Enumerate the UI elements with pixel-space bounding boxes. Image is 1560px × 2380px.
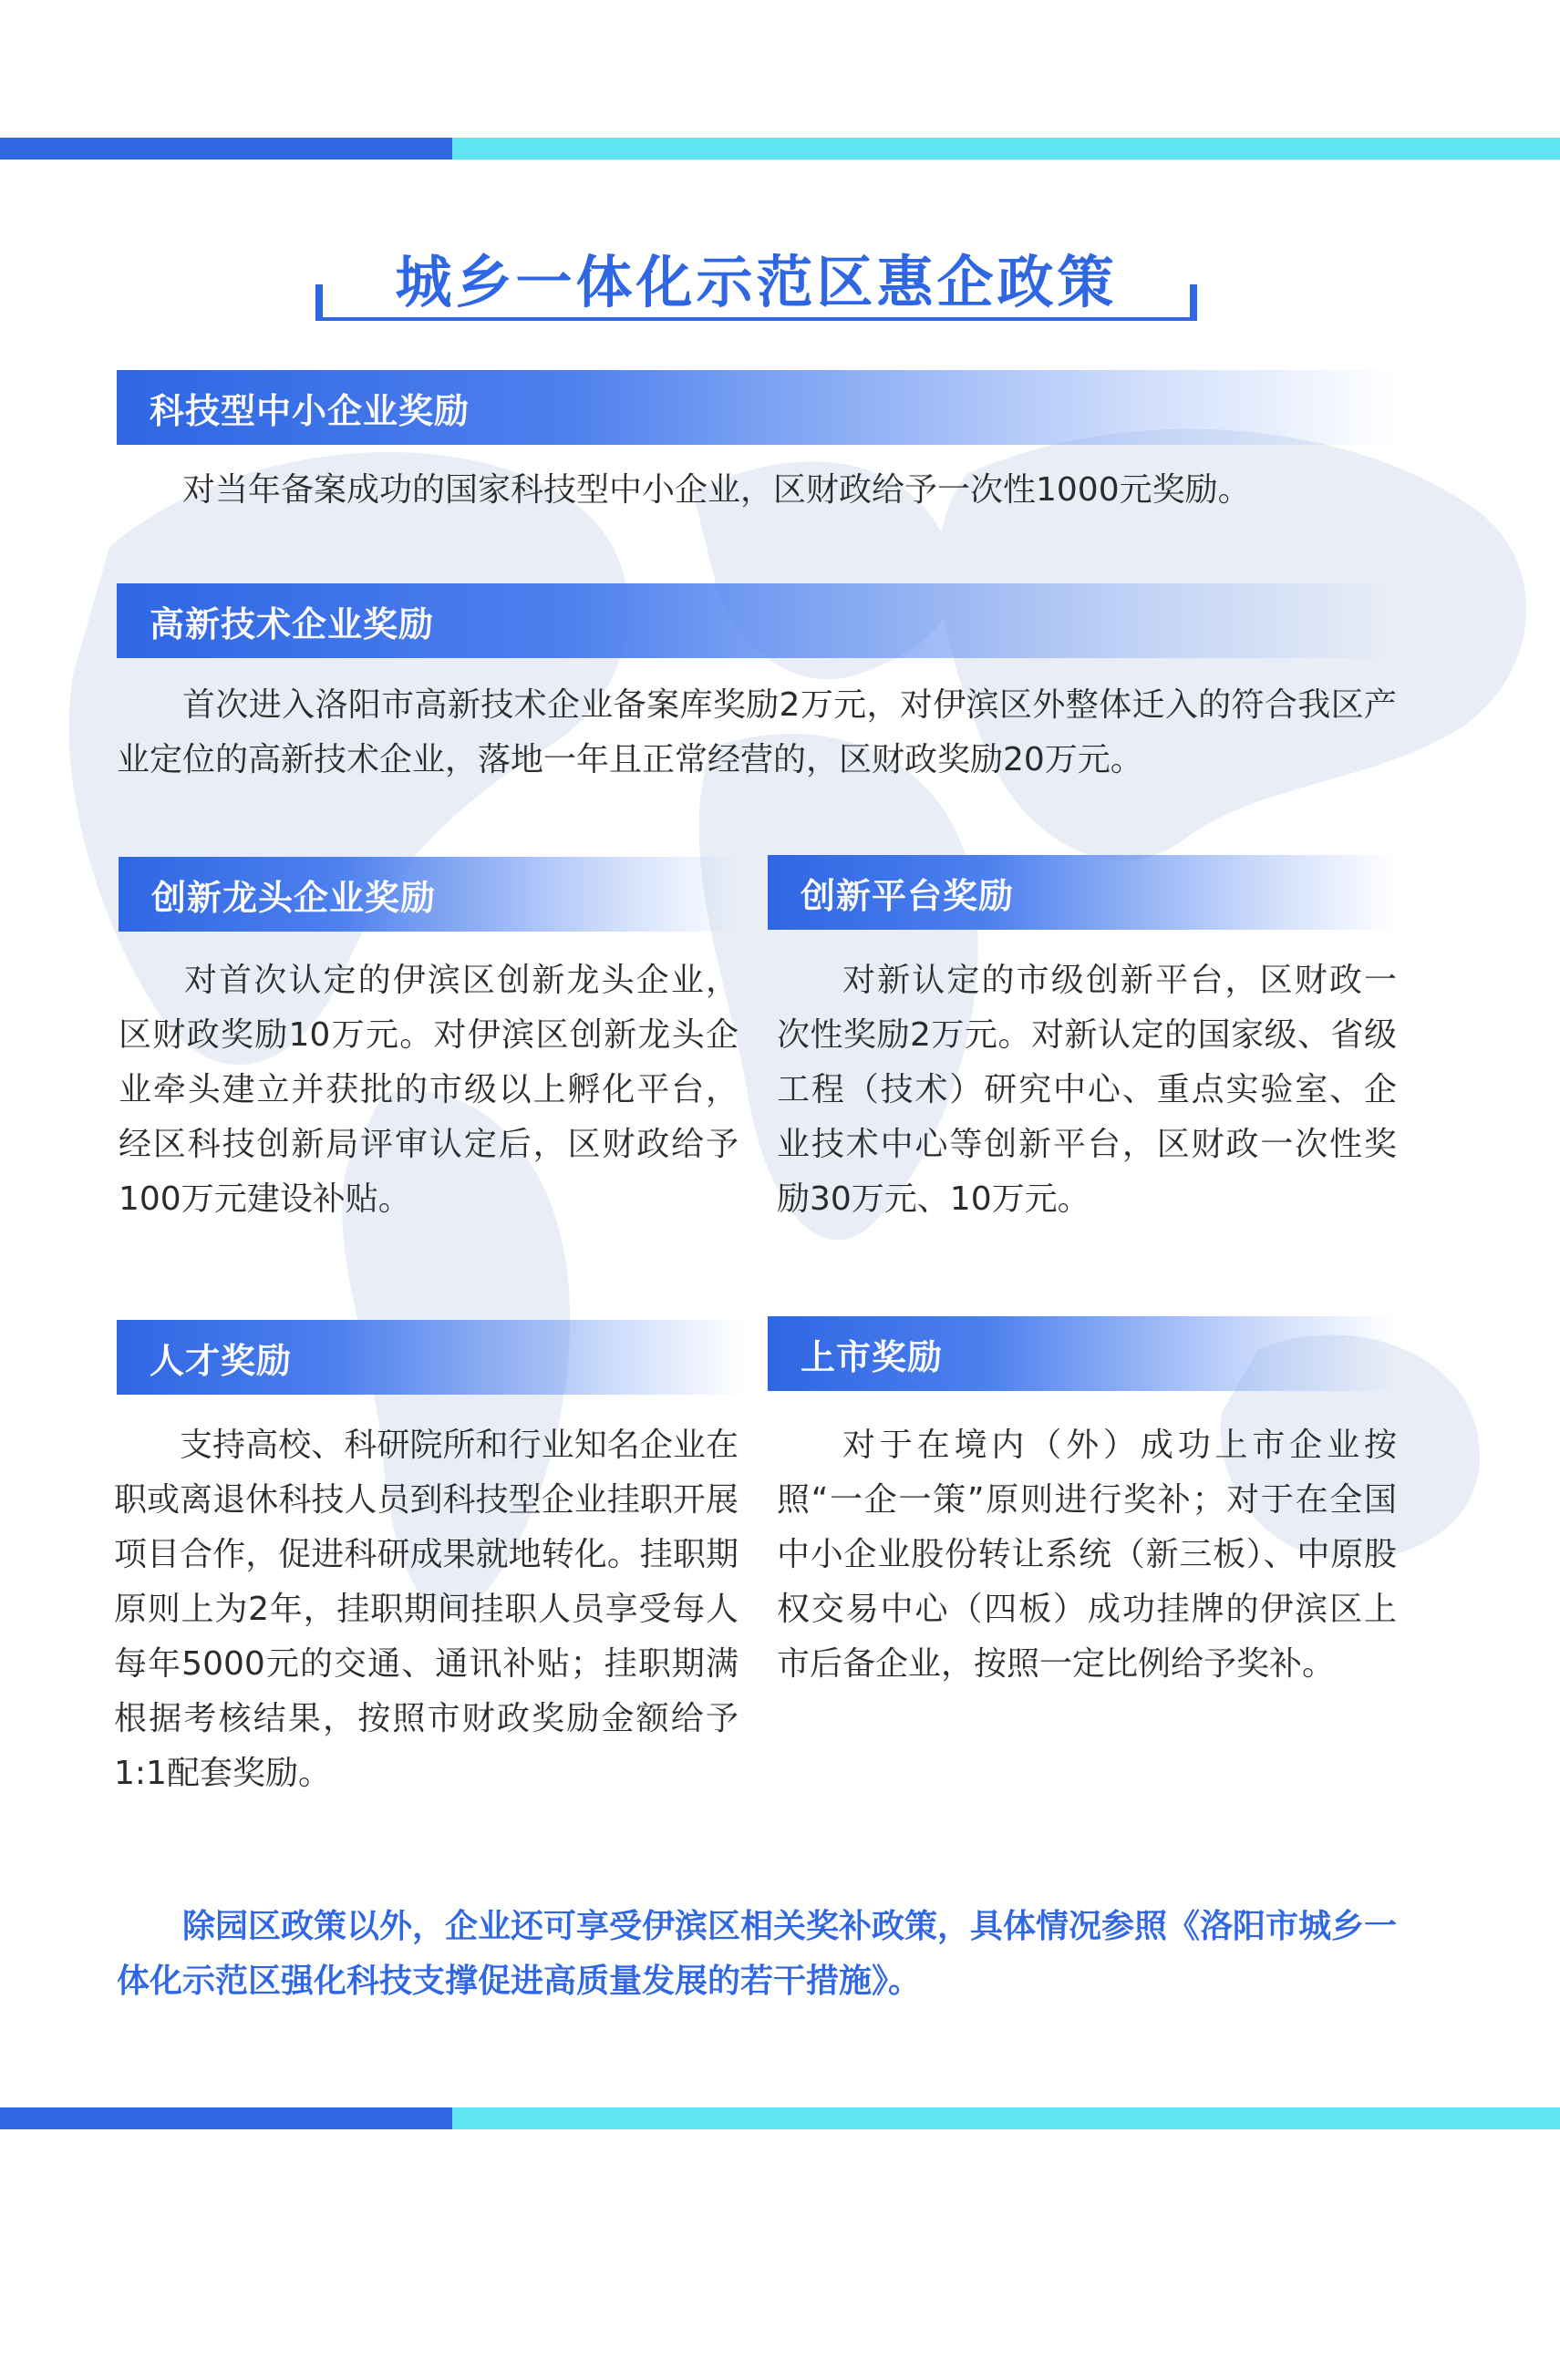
section-body-tech-sme: 对当年备案成功的国家科技型中小企业，区财政给予一次性1000元奖励。 — [182, 471, 1251, 509]
top-accent-bar-light — [452, 138, 1560, 160]
section-heading-talent — [117, 1320, 746, 1395]
section-body-listing: 对于在境内（外）成功上市企业按照“一企一策”原则进行奖补；对于在全国中小企业股份转让系统（新三板）、中原股权交易中心（四板）成功挂牌的伊滨区上市后备企业，按照一定比例给予奖补。 — [777, 1427, 1397, 1683]
section-body-high-tech: 首次进入洛阳市高新技术企业备案库奖励2万元，对伊滨区外整体迁入的符合我区产业定位的高新技术企业，落地一年且正常经营的，区财政奖励20万元。 — [117, 686, 1397, 778]
section-heading-label: 人才奖励 — [150, 1340, 293, 1381]
title-frame — [315, 230, 1197, 321]
top-accent-bar — [0, 138, 1560, 160]
section-heading-high-tech — [117, 583, 1397, 658]
title-bracket-left — [315, 284, 323, 321]
section-heading-label: 高新技术企业奖励 — [150, 603, 435, 644]
top-accent-bar-dark — [0, 138, 452, 160]
bottom-accent-bar-dark — [0, 2107, 452, 2129]
section-heading-label: 创新龙头企业奖励 — [151, 877, 437, 918]
section-heading-label: 科技型中小企业奖励 — [150, 390, 470, 431]
section-body-talent: 支持高校、科研院所和行业知名企业在职或离退休科技人员到科技型企业挂职开展项目合作，促进科研成果就地转化。挂职期原则上为2年，挂职期间挂职人员享受每人每年5000元的交通、通讯补贴；挂职期满根据考核结果，按照市财政奖励金额给予1:1配套奖励。 — [114, 1427, 739, 1792]
page-title: 城乡一体化示范区惠企政策 — [395, 249, 1118, 315]
section-heading-leading-enterprise — [119, 857, 739, 932]
section-body-leading-enterprise: 对首次认定的伊滨区创新龙头企业，区财政奖励10万元。对伊滨区创新龙头企业牵头建立并获批的市级以上孵化平台，经区科技创新局评审认定后，区财政给予100万元建设补贴。 — [119, 962, 739, 1218]
section-heading-listing — [768, 1316, 1397, 1391]
bottom-accent-bar-light — [452, 2107, 1560, 2129]
title-underline — [315, 317, 1197, 321]
section-body-innovation-platform: 对新认定的市级创新平台，区财政一次性奖励2万元。对新认定的国家级、省级工程（技术）研究中心、重点实验室、企业技术中心等创新平台，区财政一次性奖励30万元、10万元。 — [777, 962, 1397, 1218]
section-heading-label: 创新平台奖励 — [801, 875, 1015, 916]
bottom-accent-bar — [0, 2107, 1560, 2129]
section-heading-tech-sme — [117, 370, 1397, 445]
section-heading-innovation-platform — [768, 855, 1397, 930]
policy-note: 除园区政策以外，企业还可享受伊滨区相关奖补政策，具体情况参照《洛阳市城乡一体化示范区强化科技支撑促进高质量发展的若干措施》。 — [117, 1908, 1398, 2000]
title-bracket-right — [1190, 284, 1197, 321]
section-heading-label: 上市奖励 — [801, 1336, 944, 1377]
